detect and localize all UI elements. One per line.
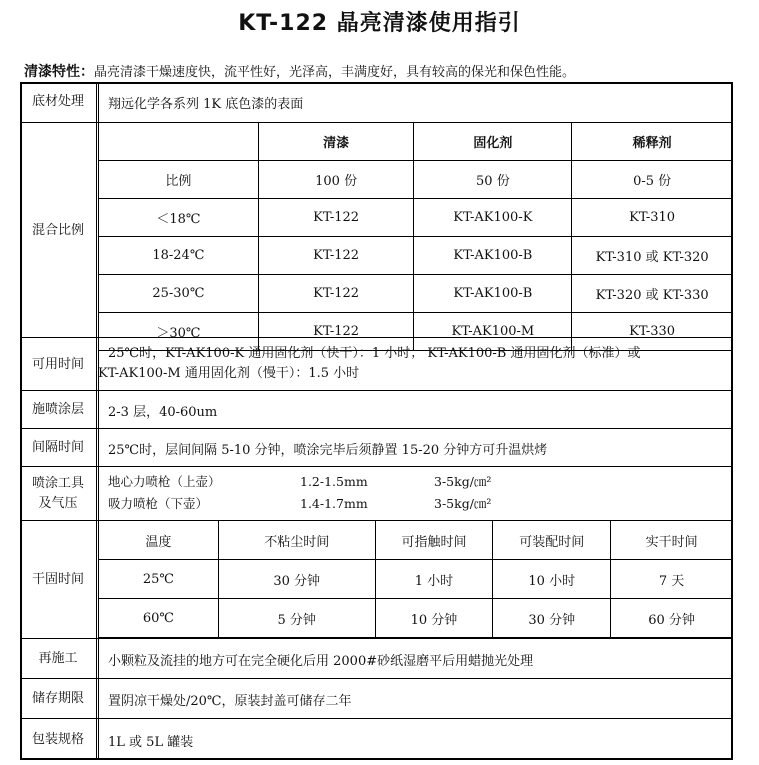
row-storage <box>20 678 733 719</box>
row-substrate <box>20 82 733 122</box>
table-cell: 10 分钟 <box>375 599 493 638</box>
table-cell: KT-330 <box>572 313 733 351</box>
row-value: 小颗粒及流挂的地方可在完全硬化后用 2000#砂纸湿磨平后用蜡抛光处理 <box>108 653 534 669</box>
header-cell: 温度 <box>99 521 219 560</box>
row-recoat <box>20 638 733 679</box>
table-row <box>99 237 733 275</box>
table-cell: 0-5 份 <box>572 161 733 199</box>
pot-life-line: KT-AK100-M 通用固化剂（慢干）：1.5 小时 <box>98 366 360 381</box>
row-label: 储存期限 <box>31 691 84 706</box>
table-cell: KT-310 <box>572 199 733 237</box>
row-package <box>20 718 733 761</box>
row-value: 25℃时，层间间隔 5-10 分钟，喷涂完毕后须静置 15-20 分钟方可升温烘烤 <box>108 442 548 458</box>
table-cell: KT-AK100-K <box>414 199 572 237</box>
row-label: 干固时间 <box>31 572 84 587</box>
table-cell: 7 天 <box>611 560 733 599</box>
header-cell: 可装配时间 <box>493 521 611 560</box>
header-cell: 稀释剂 <box>572 123 733 161</box>
row-interval <box>20 428 733 467</box>
drying-header-row <box>99 521 733 560</box>
header-cell: 清漆 <box>258 123 414 161</box>
table-cell: KT-122 <box>258 313 414 351</box>
table-cell: ＞30℃ <box>99 313 259 351</box>
table-row <box>99 560 733 599</box>
page-title: KT-122 晶亮清漆使用指引 <box>238 11 521 36</box>
table-cell: 60℃ <box>99 599 219 638</box>
header-cell <box>99 123 259 161</box>
table-cell: KT-122 <box>258 275 414 313</box>
pot-life-text <box>98 344 640 384</box>
row-label: 喷涂工具 及气压 <box>31 476 84 511</box>
header-cell: 可指触时间 <box>375 521 493 560</box>
row-value: 置阴凉干燥处/20℃，原装封盖可储存二年 <box>108 693 352 709</box>
table-cell: ＜18℃ <box>99 199 259 237</box>
table-row <box>99 599 733 638</box>
nozzle-size: 1.2-1.5mm <box>300 474 368 489</box>
row-value: 2-3 层，40-60um <box>108 404 218 420</box>
row-label: 再施工 <box>38 651 78 666</box>
gun-type: 吸力喷枪（下壶） <box>108 496 209 511</box>
drying-time-table <box>98 520 733 638</box>
table-cell: KT-122 <box>258 199 414 237</box>
table-cell: 100 份 <box>258 161 414 199</box>
table-cell: 30 分钟 <box>218 560 375 599</box>
nozzle-size: 1.4-1.7mm <box>300 496 368 511</box>
table-cell: 25℃ <box>99 560 219 599</box>
row-value: 1L 或 5L 罐装 <box>108 734 194 750</box>
table-cell: 60 分钟 <box>611 599 733 638</box>
table-cell: KT-310 或 KT-320 <box>572 237 733 275</box>
table-cell: 5 分钟 <box>218 599 375 638</box>
row-label: 间隔时间 <box>31 440 84 455</box>
row-label: 可用时间 <box>31 356 84 372</box>
header-cell: 实干时间 <box>611 521 733 560</box>
row-value: 翔远化学各系列 1K 底色漆的表面 <box>108 96 304 112</box>
table-cell: KT-AK100-B <box>414 237 572 275</box>
table-row <box>99 161 733 199</box>
feature-text: 晶亮清漆干燥速度快，流平性好，光泽高，丰满度好，具有较高的保光和保色性能。 <box>94 65 576 80</box>
row-label: 施喷涂层 <box>31 402 84 417</box>
row-pot-life <box>20 337 733 391</box>
air-pressure: 3-5kg/㎝² <box>434 474 492 489</box>
table-cell: 10 小时 <box>493 560 611 599</box>
row-label: 包装规格 <box>31 732 84 747</box>
table-cell: 比例 <box>99 161 259 199</box>
header-cell: 不粘尘时间 <box>218 521 375 560</box>
feature-label: 清漆特性： <box>24 64 94 80</box>
pot-life-line: 25℃时，KT-AK100-K 通用固化剂（快干）：1 小时； KT-AK100-B 通用固化剂（标准）或 <box>108 346 641 361</box>
table-cell: KT-122 <box>258 237 414 275</box>
row-label: 混合比例 <box>31 222 84 238</box>
mixing-header-row <box>99 123 733 161</box>
row-spray-coats <box>20 390 733 429</box>
table-cell: 50 份 <box>414 161 572 199</box>
table-cell: KT-320 或 KT-330 <box>572 275 733 313</box>
table-cell: KT-AK100-M <box>414 313 572 351</box>
mixing-ratio-table <box>98 122 733 351</box>
table-cell: 30 分钟 <box>493 599 611 638</box>
table-cell: 25-30℃ <box>99 275 259 313</box>
table-cell: 18-24℃ <box>99 237 259 275</box>
table-row <box>99 275 733 313</box>
table-cell: 1 小时 <box>375 560 493 599</box>
feature-line <box>24 61 575 81</box>
gun-type: 地心力喷枪（上壶） <box>108 474 221 489</box>
header-cell: 固化剂 <box>414 123 572 161</box>
air-pressure: 3-5kg/㎝² <box>434 496 492 511</box>
row-label: 底材处理 <box>31 94 84 109</box>
table-row <box>99 199 733 237</box>
table-cell: KT-AK100-B <box>414 275 572 313</box>
